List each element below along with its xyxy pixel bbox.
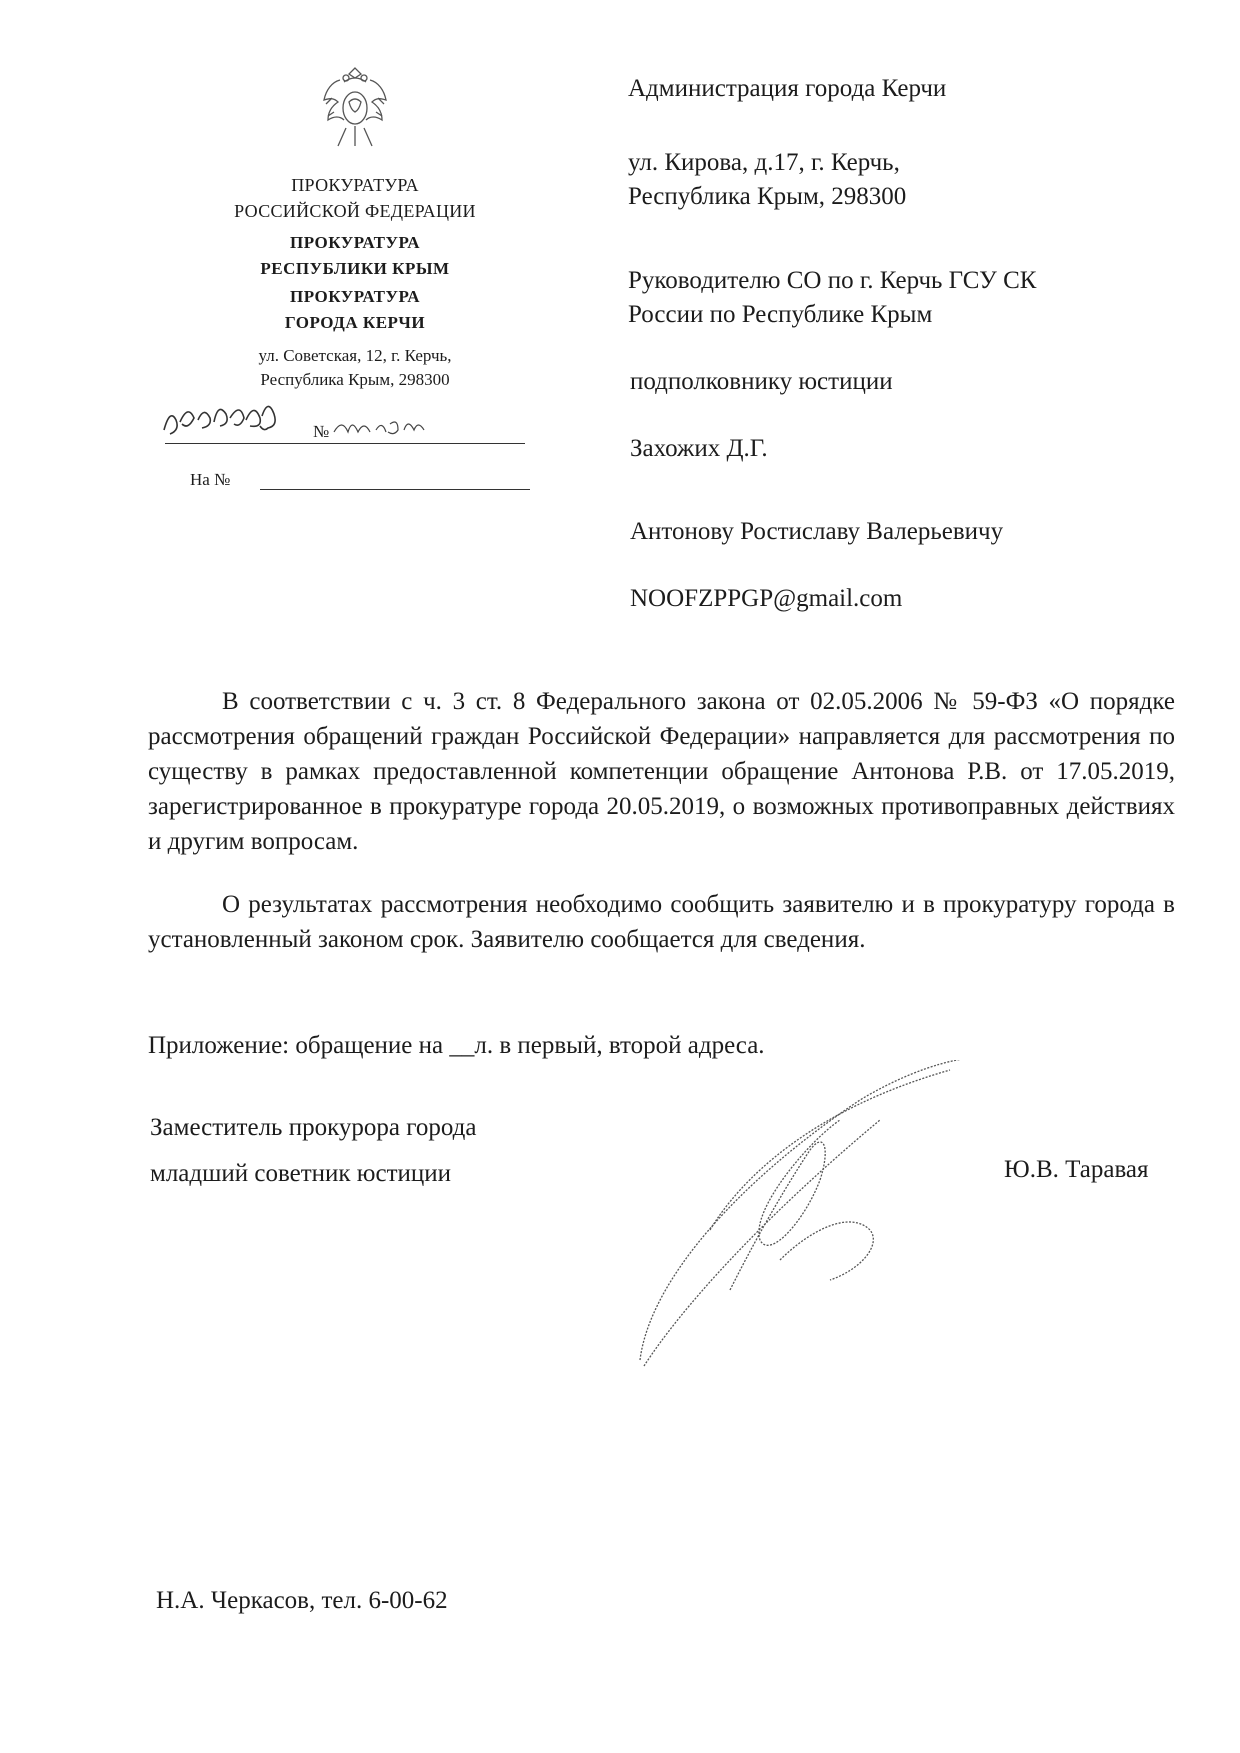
reference-underline	[260, 489, 530, 490]
letterhead-line: РОССИЙСКОЙ ФЕДЕРАЦИИ	[234, 201, 476, 221]
letterhead-address-line: ул. Советская, 12, г. Керчь,	[258, 346, 452, 365]
letterhead-line: ПРОКУРАТУРА	[291, 175, 419, 195]
addressee-administration: Администрация города Керчи	[628, 75, 947, 102]
enclosure-note: Приложение: обращение на __л. в первый, второй адреса.	[148, 1032, 765, 1059]
addressee-investigation-head-cont: России по Республике Крым	[628, 301, 933, 328]
body-paragraph: В соответствии с ч. 3 ст. 8 Федерального закона от 02.05.2006 № 59-ФЗ «О порядке рассмотрения обращений граждан Российской Федерации» направляется для рассмотрения по существу в рамках предоставленной компетенции обращение Антонова Р.В. от 17.05.2019, зарегистрированное в прокуратуре города 20.05.2019, о возможных противоправных действиях и другим вопросам.	[148, 688, 1175, 855]
letterhead-line: РЕСПУБЛИКИ КРЫМ	[260, 259, 450, 278]
addressee-investigation-head: Руководителю СО по г. Керчь ГСУ СК	[628, 267, 1037, 294]
signer-title: Заместитель прокурора города	[150, 1114, 477, 1141]
letterhead-line: ПРОКУРАТУРА	[290, 233, 420, 252]
letterhead-address-line: Республика Крым, 298300	[260, 370, 450, 389]
addressee-email: NOOFZPPGP@gmail.com	[630, 585, 903, 612]
addressee-applicant: Антонову Ростиславу Валерьевичу	[630, 518, 1004, 545]
addressee-name: Захожих Д.Г.	[630, 435, 768, 462]
signer-rank: младший советник юстиции	[150, 1160, 452, 1187]
signer-name: Ю.В. Таравая	[1004, 1156, 1149, 1183]
registration-underline	[165, 443, 525, 444]
addressee-address-region: Республика Крым, 298300	[628, 183, 907, 210]
letterhead-line: ПРОКУРАТУРА	[290, 287, 420, 306]
body-paragraph: О результатах рассмотрения необходимо сообщить заявителю и в прокуратуру города в установленный законом срок. Заявителю сообщается для сведения.	[148, 891, 1175, 953]
letterhead-line: ГОРОДА КЕРЧИ	[284, 313, 426, 332]
reference-label: На №	[190, 470, 231, 489]
registration-number-label: №	[313, 422, 330, 441]
letterhead-org-republic	[200, 230, 510, 282]
executor-contact: Н.А. Черкасов, тел. 6-00-62	[156, 1587, 448, 1614]
addressee-address-street: ул. Кирова, д.17, г. Керчь,	[628, 149, 900, 176]
coat-of-arms-icon	[310, 58, 400, 158]
addressee-rank: подполковнику юстиции	[630, 368, 893, 395]
letterhead-org-federal	[200, 172, 510, 224]
letterhead-address	[200, 344, 510, 392]
handwritten-number	[330, 410, 430, 442]
letterhead-org-city	[200, 284, 510, 336]
handwritten-signature	[620, 1060, 1000, 1400]
reference-row	[190, 462, 530, 496]
